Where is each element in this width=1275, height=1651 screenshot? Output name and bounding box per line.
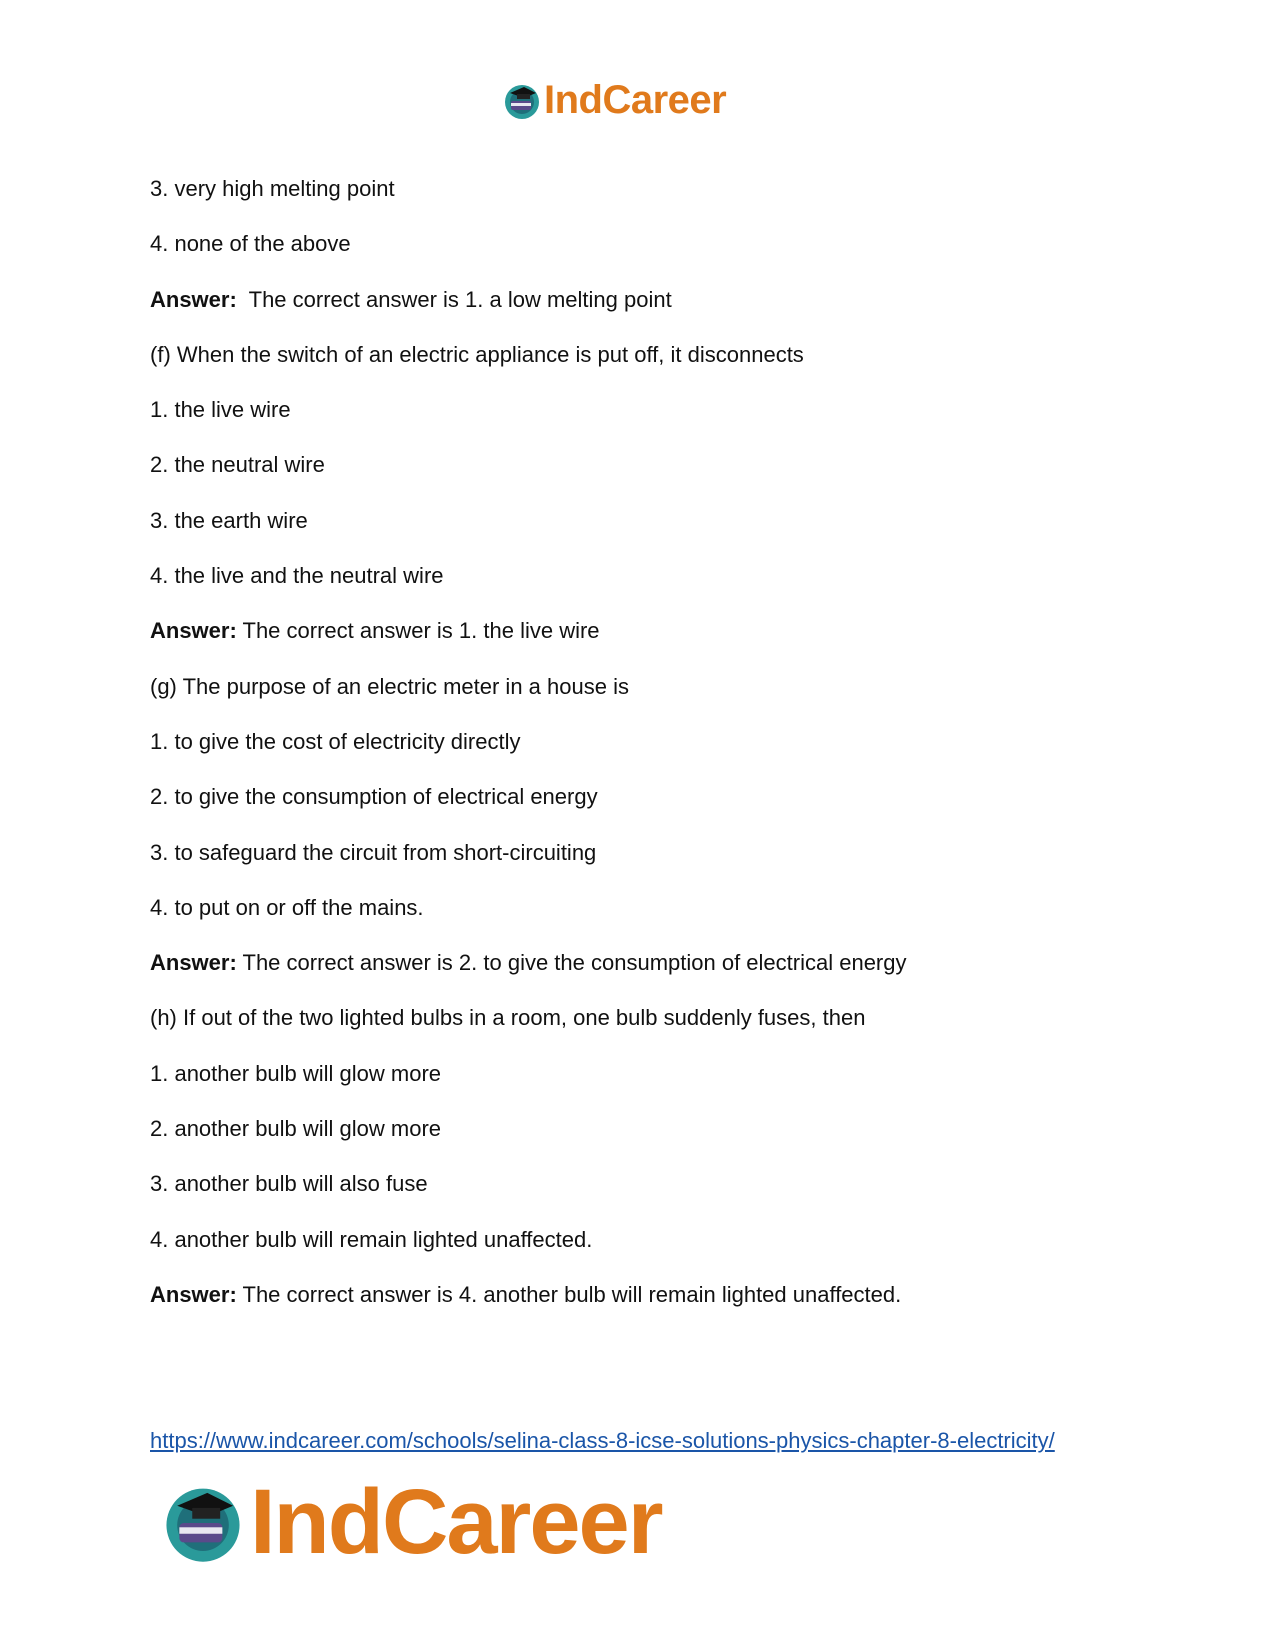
brand-wordmark: IndCareer (250, 1471, 662, 1573)
source-url-link[interactable]: https://www.indcareer.com/schools/selina-class-8-icse-solutions-physics-chapter-8-electricity/ (150, 1428, 1055, 1453)
line-text: 2. the neutral wire (150, 452, 325, 478)
text-line (150, 452, 1150, 478)
document-body (150, 176, 1150, 1337)
line-text: 4. the live and the neutral wire (150, 563, 444, 589)
line-text: 1. to give the cost of electricity directly (150, 728, 521, 754)
text-line (150, 397, 1150, 423)
text-line (150, 508, 1150, 534)
line-text: The correct answer is 1. a low melting point (236, 286, 672, 312)
line-text: (g) The purpose of an electric meter in a house is (150, 673, 629, 699)
footer-logo (160, 1470, 662, 1575)
text-line (150, 1061, 1150, 1087)
answer-label: Answer: (150, 286, 237, 312)
text-line (150, 176, 1150, 202)
header-logo (502, 78, 726, 123)
text-line (150, 1116, 1150, 1142)
line-text: 4. none of the above (150, 231, 351, 257)
text-line (150, 895, 1150, 921)
text-line (150, 729, 1150, 755)
answer-label: Answer: (150, 950, 237, 976)
line-text: 3. another bulb will also fuse (150, 1171, 428, 1197)
answer-line (150, 618, 1150, 644)
text-line (150, 784, 1150, 810)
answer-label: Answer: (150, 1281, 237, 1307)
graduation-globe-icon (160, 1480, 246, 1566)
text-line (150, 1005, 1150, 1031)
line-text: (h) If out of the two lighted bulbs in a room, one bulb suddenly fuses, then (150, 1005, 866, 1031)
line-text: The correct answer is 4. another bulb will remain lighted unaffected. (236, 1281, 902, 1307)
line-text: The correct answer is 1. the live wire (236, 618, 600, 644)
line-text: 4. another bulb will remain lighted unaffected. (150, 1226, 593, 1252)
text-line (150, 674, 1150, 700)
line-text: 1. the live wire (150, 397, 291, 423)
answer-line (150, 1282, 1150, 1308)
brand-wordmark: IndCareer (544, 78, 727, 122)
answer-line (150, 950, 1150, 976)
text-line (150, 1227, 1150, 1253)
text-line (150, 1171, 1150, 1197)
line-text: 1. another bulb will glow more (150, 1060, 442, 1086)
line-text: The correct answer is 2. to give the consumption of electrical energy (236, 950, 907, 976)
line-text: 2. another bulb will glow more (150, 1116, 442, 1142)
line-text: 3. very high melting point (150, 176, 395, 201)
text-line (150, 342, 1150, 368)
graduation-globe-icon (502, 81, 542, 121)
line-text: 3. the earth wire (150, 507, 308, 533)
line-text: 4. to put on or off the mains. (150, 894, 424, 920)
line-text: 3. to safeguard the circuit from short-circuiting (150, 839, 597, 865)
line-text: 2. to give the consumption of electrical energy (150, 784, 598, 810)
answer-label: Answer: (150, 618, 237, 644)
text-line (150, 840, 1150, 866)
line-text: (f) When the switch of an electric appliance is put off, it disconnects (150, 341, 804, 367)
text-line (150, 563, 1150, 589)
text-line (150, 231, 1150, 257)
answer-line (150, 287, 1150, 313)
